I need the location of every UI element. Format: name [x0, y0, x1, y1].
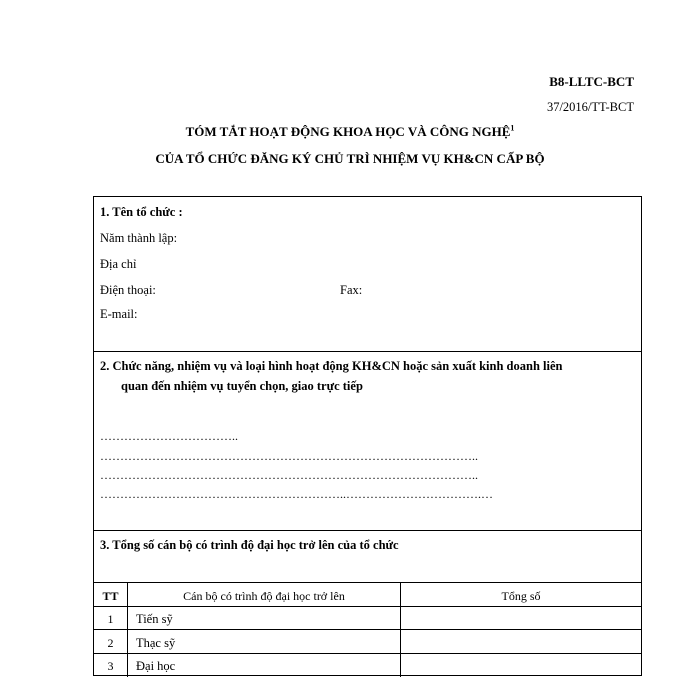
title-footnote-marker: 1: [510, 123, 515, 133]
table-header-tt: TT: [102, 589, 119, 603]
table-cell-tt: 3: [107, 659, 114, 673]
table-row-divider: [94, 606, 641, 607]
table-row-divider: [94, 629, 641, 630]
document-title-line2: CỦA TỔ CHỨC ĐĂNG KÝ CHỦ TRÌ NHIỆM VỤ KH&CN CẤP BỘ: [155, 151, 545, 166]
table-cell-tt: 1: [107, 612, 114, 626]
title-text: TÓM TẮT HOẠT ĐỘNG KHOA HỌC VÀ CÔNG NGHỆ: [185, 124, 511, 139]
dotted-fill-line: …………………………………………………………………………………..: [100, 468, 478, 482]
section1-heading: 1. Tên tổ chức :: [100, 205, 183, 219]
form-code: B8-LLTC-BCT: [549, 74, 634, 89]
table-cell-level: Tiến sỹ: [136, 612, 173, 626]
dotted-fill-line: ……………………………..: [100, 429, 238, 443]
table-top-border: [94, 582, 641, 583]
email-label: E-mail:: [100, 307, 138, 321]
table-cell-tt: 2: [107, 636, 114, 650]
phone-label: Điện thoại:: [100, 283, 156, 297]
table-cell-level: Thạc sỹ: [136, 636, 176, 650]
section3-heading: 3. Tổng số cán bộ có trình độ đại học trở lên của tổ chức: [100, 538, 399, 552]
section2-heading-line1: 2. Chức năng, nhiệm vụ và loại hình hoạt động KH&CN hoặc sản xuất kinh doanh liên: [100, 359, 563, 373]
circular-code: 37/2016/TT-BCT: [546, 100, 634, 114]
dotted-fill-line: …………………………………………………………………………………..: [100, 449, 478, 463]
section-divider: [94, 530, 641, 531]
address-label: Địa chỉ: [100, 257, 137, 271]
table-header-total: Tổng số: [501, 589, 541, 603]
table-row-divider: [94, 653, 641, 654]
fax-label: Fax:: [340, 283, 363, 297]
section2-heading-line2: quan đến nhiệm vụ tuyển chọn, giao trực tiếp: [121, 379, 363, 393]
table-cell-level: Đại học: [136, 659, 176, 673]
founded-year-label: Năm thành lập:: [100, 231, 178, 245]
document-title-line1: [0, 124, 700, 140]
section-divider: [94, 351, 641, 352]
summary-form: [93, 196, 642, 676]
table-header-level: Cán bộ có trình độ đại học trở lên: [183, 589, 345, 603]
dotted-fill-line: ……………………………………………………..…………………………….…: [100, 487, 493, 501]
